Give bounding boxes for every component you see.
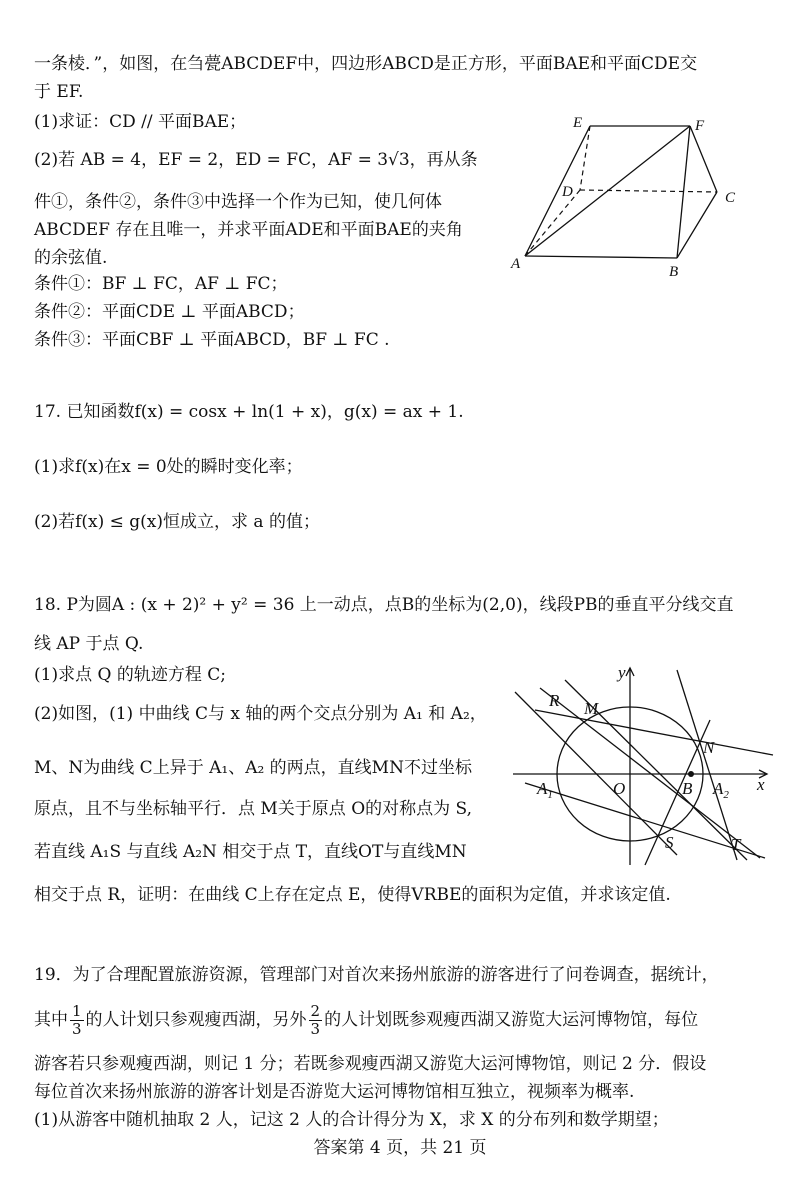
- q19-stem-1: 19．为了合理配置旅游资源，管理部门对首次来扬州旅游的游客进行了问卷调查，据统计，: [34, 965, 719, 985]
- q18-line-8: 相交于点 R，证明：在曲线 C上存在定点 E，使得VRBE的面积为定值，并求该定值.: [34, 885, 671, 905]
- label-F: F: [695, 118, 705, 134]
- q19-stem-3: 游客若只参观瘦西湖，则记 1 分；若既参观瘦西湖又游览大运河博物馆，则记 2 分．假设: [34, 1054, 707, 1074]
- label-N: N: [703, 738, 715, 757]
- label-O: O: [613, 779, 626, 798]
- label-C: C: [725, 190, 736, 206]
- q18-line-7: 若直线 A₁S 与直线 A₂N 相交于点 T，直线OT与直线MN: [34, 842, 467, 862]
- label-A1: $A_1$: [537, 779, 553, 801]
- axis-y-label: y: [618, 663, 626, 682]
- q16-condition-1: 条件①：BF ⊥ FC，AF ⊥ FC；: [34, 274, 288, 294]
- q16-line-5: 件①，条件②，条件③中选择一个作为已知，使几何体: [34, 192, 442, 212]
- fraction-two-thirds: $\frac{2}{3}$: [310, 1002, 321, 1038]
- q16-line-2: 于 EF.: [34, 82, 84, 102]
- q18-stem: 18. P为圆A : (x + 2)² + y² = 36 上一动点，点B的坐标为(2,0)，线段PB的垂直平分线交直: [34, 595, 734, 615]
- label-S: S: [665, 833, 674, 852]
- q16-part-2: (2)若 AB = 4，EF = 2，ED = FC，AF = 3√3，再从条: [34, 150, 478, 170]
- q17-stem: 17. 已知函数f(x) = cosx + ln(1 + x)，g(x) = ax + 1.: [34, 402, 464, 422]
- q18-part-1: (1)求点 Q 的轨迹方程 C;: [34, 665, 226, 685]
- q16-condition-3: 条件③：平面CBF ⊥ 平面ABCD，BF ⊥ FC .: [34, 330, 390, 350]
- q16-line-7: 的余弦值.: [34, 248, 108, 268]
- label-B: B: [682, 779, 693, 798]
- q16-part-1: (1)求证：CD // 平面BAE；: [34, 112, 247, 132]
- q16-condition-2: 条件②：平面CDE ⊥ 平面ABCD；: [34, 302, 305, 322]
- q19-text-b: 的人计划只参观瘦西湖，另外: [85, 1010, 307, 1030]
- point-B: [688, 771, 694, 777]
- label-A: A: [511, 256, 521, 272]
- q16-line-1: 一条棱．”，如图，在刍甍ABCDEF中，四边形ABCD是正方形，平面BAE和平面CDE交: [34, 54, 698, 74]
- q18-line-2: 线 AP 于点 Q.: [34, 634, 144, 654]
- q19-text-a: 其中: [34, 1010, 68, 1030]
- fraction-one-third: $\frac{1}{3}$: [72, 1002, 82, 1038]
- q18-part-2: (2)如图，(1) 中曲线 C与 x 轴的两个交点分别为 A₁ 和 A₂，: [34, 704, 487, 724]
- q17-part-2: (2)若f(x) ≤ g(x)恒成立，求 a 的值；: [34, 512, 320, 532]
- q19-part-1: (1)从游客中随机抽取 2 人，记这 2 人的合计得分为 X，求 X 的分布列和数学期望；: [34, 1110, 669, 1130]
- label-M: M: [584, 699, 599, 718]
- page-footer: 答案第 4 页，共 21 页: [313, 1138, 487, 1158]
- label-B: B: [669, 264, 679, 280]
- axis-x-label: x: [757, 775, 765, 794]
- q16-line-6: ABCDEF 存在且唯一，并求平面ADE和平面BAE的夹角: [34, 220, 463, 240]
- label-A2: $A_2$: [713, 779, 729, 801]
- solid-figure: [505, 108, 765, 283]
- label-T: T: [731, 835, 741, 854]
- label-D: D: [562, 184, 573, 200]
- q19-stem-4: 每位首次来扬州旅游的游客计划是否游览大运河博物馆相互独立，视频率为概率.: [34, 1082, 635, 1102]
- q17-part-1: (1)求f(x)在x = 0处的瞬时变化率；: [34, 457, 303, 477]
- q18-line-6: 原点，且不与坐标轴平行．点 M关于原点 O的对称点为 S,: [34, 799, 472, 819]
- label-E: E: [573, 115, 583, 131]
- ellipse-figure: [505, 660, 775, 870]
- label-R: R: [549, 691, 560, 710]
- q19-stem-2: [34, 1000, 698, 1040]
- q18-line-5: M、N为曲线 C上异于 A₁、A₂ 的两点，直线MN不过坐标: [34, 758, 472, 778]
- q19-text-c: 的人计划既参观瘦西湖又游览大运河博物馆，每位: [324, 1010, 699, 1030]
